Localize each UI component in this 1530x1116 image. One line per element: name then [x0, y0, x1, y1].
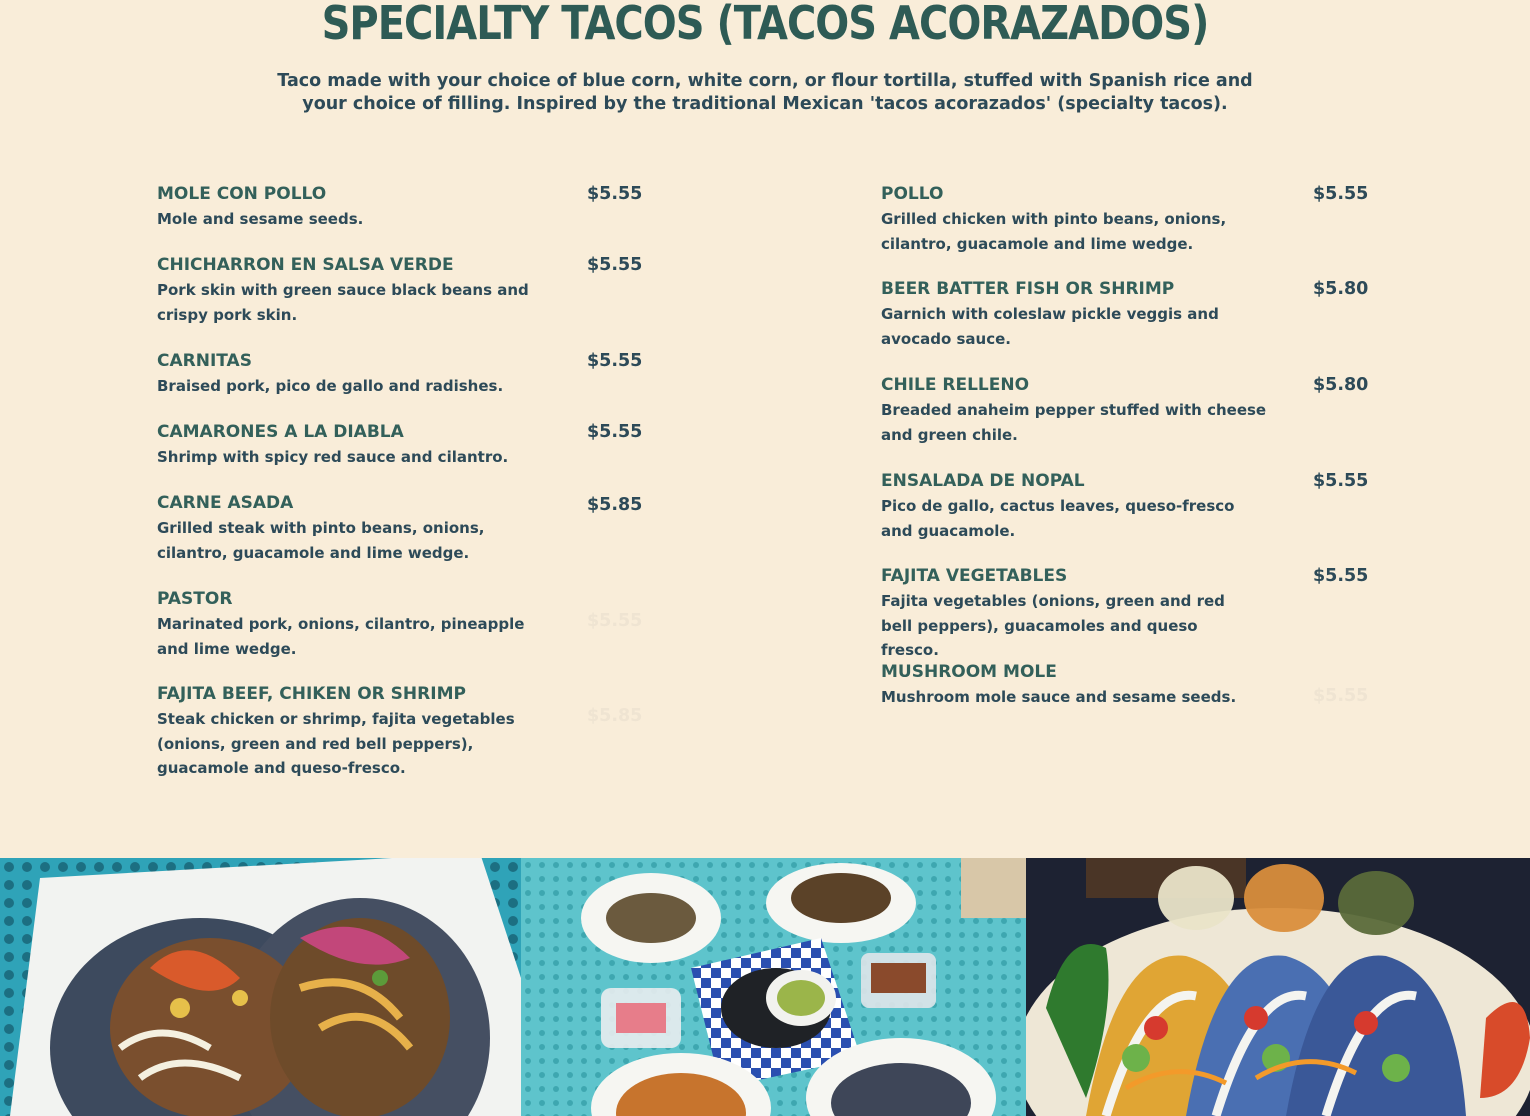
menu-item-price: $5.80	[1313, 375, 1369, 395]
menu-item-name: PASTOR	[157, 589, 233, 609]
menu-item-price: $5.55	[1313, 184, 1369, 204]
menu-item-name: MOLE CON POLLO	[157, 184, 327, 204]
menu-item-name: POLLO	[881, 184, 944, 204]
menu-item-name: FAJITA VEGETABLES	[881, 566, 1068, 586]
menu-item-description: Steak chicken or shrimp, fajita vegetables (onions, green and red bell peppers), guacamole and queso-fresco.	[157, 710, 515, 777]
menu-item-price: $5.55	[587, 255, 643, 275]
menu-item-description: Marinated pork, onions, cilantro, pineapple and lime wedge.	[157, 615, 525, 658]
menu-item-price: $5.85	[587, 495, 643, 515]
menu-item-name: CARNITAS	[157, 351, 252, 371]
menu-item-price: $5.85	[587, 706, 643, 726]
menu-item-name: BEER BATTER FISH OR SHRIMP	[881, 279, 1175, 299]
menu-item-description: Pico de gallo, cactus leaves, queso-fresco and guacamole.	[881, 497, 1235, 540]
menu-item-name: CARNE ASADA	[157, 493, 294, 513]
menu-item-description: Mole and sesame seeds.	[157, 210, 364, 228]
menu-item-price: $5.55	[1313, 471, 1369, 491]
taco-platter-photo-image	[1026, 858, 1530, 1116]
tacos-photo-image	[0, 858, 521, 1116]
menu-item-description: Pork skin with green sauce black beans and crispy pork skin.	[157, 281, 529, 324]
table-spread-photo-image	[521, 858, 1026, 1116]
menu-item-price: $5.55	[587, 422, 643, 442]
menu-item-price: $5.55	[1313, 566, 1369, 586]
menu-item-name: CAMARONES A LA DIABLA	[157, 422, 404, 442]
menu-item-description: Garnich with coleslaw pickle veggis and avocado sauce.	[881, 305, 1219, 348]
menu-item-description: Shrimp with spicy red sauce and cilantro.	[157, 448, 509, 466]
menu-item-name: ENSALADA DE NOPAL	[881, 471, 1085, 491]
menu-item-description: Mushroom mole sauce and sesame seeds.	[881, 688, 1237, 706]
menu-item-description: Braised pork, pico de gallo and radishes.	[157, 377, 504, 395]
menu-item-price: $5.55	[1313, 686, 1369, 706]
menu-item-price: $5.55	[587, 611, 643, 631]
gallery-photo-taco-platter[interactable]	[1026, 858, 1530, 1116]
menu-item-name: CHICHARRON EN SALSA VERDE	[157, 255, 454, 275]
menu-item-name: CHILE RELLENO	[881, 375, 1030, 395]
menu-item-description: Fajita vegetables (onions, green and red bell peppers), guacamoles and queso fresco.	[881, 592, 1225, 659]
menu-item-description: Grilled steak with pinto beans, onions, cilantro, guacamole and lime wedge.	[157, 519, 485, 562]
page-title: SPECIALTY TACOS (TACOS ACORAZADOS)	[321, 0, 1209, 51]
menu-item-name: MUSHROOM MOLE	[881, 662, 1057, 682]
gallery-photo-tacos[interactable]	[0, 858, 521, 1116]
menu-item-description: Breaded anaheim pepper stuffed with cheese and green chile.	[881, 401, 1267, 444]
menu-item-price: $5.55	[587, 351, 643, 371]
menu-item-description: Grilled chicken with pinto beans, onions, cilantro, guacamole and lime wedge.	[881, 210, 1227, 253]
photo-gallery	[0, 858, 1530, 1116]
gallery-photo-table-spread[interactable]	[521, 858, 1026, 1116]
menu-item-name: FAJITA BEEF, CHIKEN OR SHRIMP	[157, 684, 466, 704]
page-subtitle: Taco made with your choice of blue corn, white corn, or flour tortilla, stuffed with Spanish rice and your choice of filling. Inspired by the traditional Mexican 'tacos acorazados' (specialty tacos).	[277, 71, 1253, 114]
menu-item-price: $5.80	[1313, 279, 1369, 299]
menu-item-price: $5.55	[587, 184, 643, 204]
